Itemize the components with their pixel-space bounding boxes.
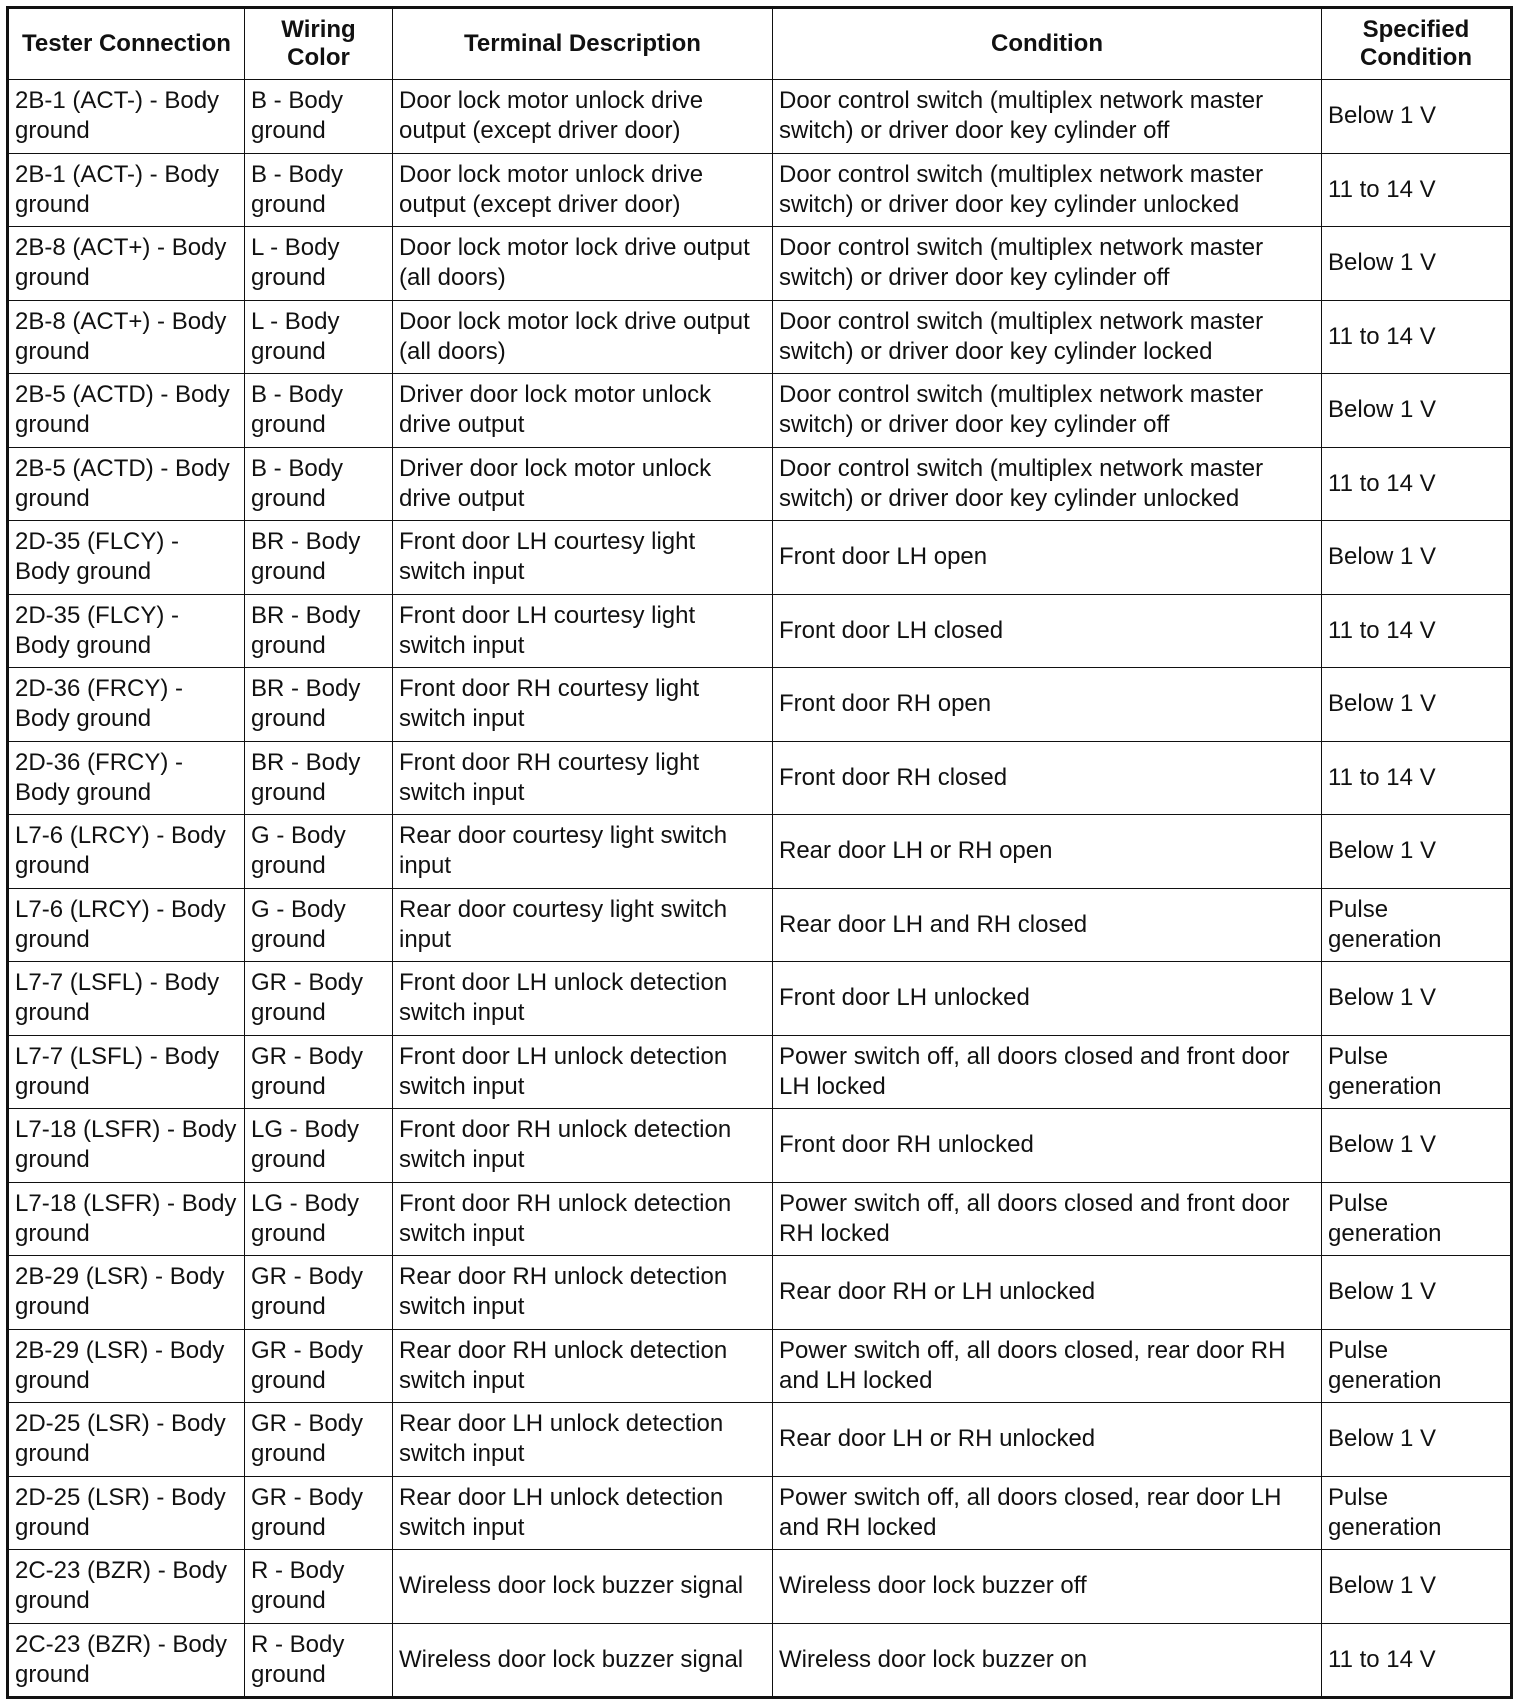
cell-terminal-description: Front door LH unlock detection switch input — [393, 1035, 773, 1109]
cell-terminal-description: Front door LH unlock detection switch input — [393, 962, 773, 1036]
cell-tester-connection: 2D-35 (FLCY) - Body ground — [8, 521, 245, 595]
cell-wiring-color: GR - Body ground — [245, 1329, 393, 1403]
table-row — [8, 1476, 1512, 1550]
cell-wiring-color: G - Body ground — [245, 815, 393, 889]
cell-condition: Power switch off, all doors closed and front door RH locked — [773, 1182, 1322, 1256]
cell-condition: Power switch off, all doors closed, rear door LH and RH locked — [773, 1476, 1322, 1550]
cell-wiring-color: L - Body ground — [245, 227, 393, 301]
table-row — [8, 1403, 1512, 1477]
cell-wiring-color: BR - Body ground — [245, 594, 393, 668]
cell-specified-condition: 11 to 14 V — [1322, 1623, 1512, 1698]
cell-terminal-description: Rear door courtesy light switch input — [393, 888, 773, 962]
cell-terminal-description: Front door RH courtesy light switch input — [393, 741, 773, 815]
cell-terminal-description: Rear door LH unlock detection switch input — [393, 1403, 773, 1477]
cell-tester-connection: 2B-5 (ACTD) - Body ground — [8, 447, 245, 521]
cell-tester-connection: 2C-23 (BZR) - Body ground — [8, 1550, 245, 1624]
cell-condition: Rear door LH or RH open — [773, 815, 1322, 889]
cell-tester-connection: 2B-5 (ACTD) - Body ground — [8, 374, 245, 448]
table-body — [8, 80, 1512, 1698]
header-terminal-description: Terminal Description — [393, 8, 773, 80]
cell-condition: Wireless door lock buzzer off — [773, 1550, 1322, 1624]
terminal-check-table — [6, 6, 1513, 1699]
cell-terminal-description: Driver door lock motor unlock drive output — [393, 447, 773, 521]
header-wiring-color: Wiring Color — [245, 8, 393, 80]
table-row — [8, 1329, 1512, 1403]
cell-tester-connection: 2B-8 (ACT+) - Body ground — [8, 227, 245, 301]
cell-tester-connection: L7-18 (LSFR) - Body ground — [8, 1182, 245, 1256]
cell-tester-connection: 2D-36 (FRCY) - Body ground — [8, 741, 245, 815]
table-row — [8, 1256, 1512, 1330]
cell-tester-connection: 2D-35 (FLCY) - Body ground — [8, 594, 245, 668]
table-row — [8, 594, 1512, 668]
cell-wiring-color: GR - Body ground — [245, 1403, 393, 1477]
cell-terminal-description: Rear door RH unlock detection switch input — [393, 1329, 773, 1403]
cell-terminal-description: Rear door RH unlock detection switch input — [393, 1256, 773, 1330]
cell-wiring-color: LG - Body ground — [245, 1109, 393, 1183]
cell-condition: Front door RH open — [773, 668, 1322, 742]
table-row — [8, 300, 1512, 374]
table-row — [8, 888, 1512, 962]
cell-condition: Door control switch (multiplex network master switch) or driver door key cylinder locked — [773, 300, 1322, 374]
cell-specified-condition: 11 to 14 V — [1322, 741, 1512, 815]
cell-tester-connection: 2B-1 (ACT-) - Body ground — [8, 153, 245, 227]
table-row — [8, 521, 1512, 595]
cell-specified-condition: Below 1 V — [1322, 962, 1512, 1036]
table-row — [8, 1182, 1512, 1256]
cell-condition: Power switch off, all doors closed and front door LH locked — [773, 1035, 1322, 1109]
cell-specified-condition: Below 1 V — [1322, 1403, 1512, 1477]
cell-specified-condition: Pulse generation — [1322, 1329, 1512, 1403]
cell-condition: Rear door LH and RH closed — [773, 888, 1322, 962]
terminal-check-table-container — [6, 6, 1513, 1699]
cell-specified-condition: Below 1 V — [1322, 80, 1512, 154]
cell-wiring-color: R - Body ground — [245, 1550, 393, 1624]
cell-terminal-description: Front door RH unlock detection switch input — [393, 1182, 773, 1256]
cell-tester-connection: L7-7 (LSFL) - Body ground — [8, 962, 245, 1036]
table-header — [8, 8, 1512, 80]
cell-wiring-color: R - Body ground — [245, 1623, 393, 1698]
cell-terminal-description: Door lock motor unlock drive output (except driver door) — [393, 80, 773, 154]
cell-condition: Door control switch (multiplex network master switch) or driver door key cylinder unlocked — [773, 447, 1322, 521]
cell-terminal-description: Rear door courtesy light switch input — [393, 815, 773, 889]
cell-wiring-color: BR - Body ground — [245, 741, 393, 815]
cell-wiring-color: GR - Body ground — [245, 1476, 393, 1550]
cell-wiring-color: BR - Body ground — [245, 521, 393, 595]
cell-wiring-color: GR - Body ground — [245, 1256, 393, 1330]
cell-wiring-color: G - Body ground — [245, 888, 393, 962]
cell-tester-connection: 2D-25 (LSR) - Body ground — [8, 1403, 245, 1477]
cell-terminal-description: Front door LH courtesy light switch input — [393, 594, 773, 668]
cell-specified-condition: Below 1 V — [1322, 815, 1512, 889]
cell-tester-connection: L7-6 (LRCY) - Body ground — [8, 815, 245, 889]
cell-tester-connection: 2B-8 (ACT+) - Body ground — [8, 300, 245, 374]
cell-wiring-color: BR - Body ground — [245, 668, 393, 742]
cell-condition: Rear door LH or RH unlocked — [773, 1403, 1322, 1477]
cell-wiring-color: B - Body ground — [245, 153, 393, 227]
cell-specified-condition: Pulse generation — [1322, 1182, 1512, 1256]
cell-specified-condition: Below 1 V — [1322, 374, 1512, 448]
table-row — [8, 962, 1512, 1036]
table-row — [8, 374, 1512, 448]
cell-tester-connection: 2D-36 (FRCY) - Body ground — [8, 668, 245, 742]
table-row — [8, 153, 1512, 227]
cell-condition: Front door LH closed — [773, 594, 1322, 668]
cell-specified-condition: Below 1 V — [1322, 227, 1512, 301]
cell-terminal-description: Front door RH courtesy light switch input — [393, 668, 773, 742]
header-tester-connection: Tester Connection — [8, 8, 245, 80]
cell-specified-condition: Below 1 V — [1322, 521, 1512, 595]
cell-specified-condition: Below 1 V — [1322, 1256, 1512, 1330]
cell-condition: Wireless door lock buzzer on — [773, 1623, 1322, 1698]
cell-specified-condition: 11 to 14 V — [1322, 153, 1512, 227]
table-row — [8, 1623, 1512, 1698]
cell-specified-condition: Pulse generation — [1322, 888, 1512, 962]
cell-wiring-color: L - Body ground — [245, 300, 393, 374]
header-row — [8, 8, 1512, 80]
cell-condition: Door control switch (multiplex network master switch) or driver door key cylinder off — [773, 374, 1322, 448]
cell-condition: Front door RH closed — [773, 741, 1322, 815]
table-row — [8, 741, 1512, 815]
table-row — [8, 1035, 1512, 1109]
cell-terminal-description: Door lock motor lock drive output (all doors) — [393, 227, 773, 301]
header-condition: Condition — [773, 8, 1322, 80]
cell-tester-connection: 2B-29 (LSR) - Body ground — [8, 1329, 245, 1403]
cell-terminal-description: Driver door lock motor unlock drive output — [393, 374, 773, 448]
cell-condition: Front door RH unlocked — [773, 1109, 1322, 1183]
cell-wiring-color: B - Body ground — [245, 374, 393, 448]
cell-tester-connection: 2B-29 (LSR) - Body ground — [8, 1256, 245, 1330]
cell-specified-condition: 11 to 14 V — [1322, 447, 1512, 521]
cell-tester-connection: L7-18 (LSFR) - Body ground — [8, 1109, 245, 1183]
table-row — [8, 1109, 1512, 1183]
cell-specified-condition: Below 1 V — [1322, 1550, 1512, 1624]
cell-condition: Door control switch (multiplex network master switch) or driver door key cylinder unlocked — [773, 153, 1322, 227]
cell-wiring-color: GR - Body ground — [245, 962, 393, 1036]
cell-specified-condition: Pulse generation — [1322, 1476, 1512, 1550]
cell-condition: Power switch off, all doors closed, rear door RH and LH locked — [773, 1329, 1322, 1403]
cell-specified-condition: Below 1 V — [1322, 668, 1512, 742]
cell-tester-connection: 2C-23 (BZR) - Body ground — [8, 1623, 245, 1698]
cell-wiring-color: B - Body ground — [245, 447, 393, 521]
cell-condition: Front door LH open — [773, 521, 1322, 595]
cell-wiring-color: B - Body ground — [245, 80, 393, 154]
cell-condition: Door control switch (multiplex network master switch) or driver door key cylinder off — [773, 80, 1322, 154]
cell-wiring-color: GR - Body ground — [245, 1035, 393, 1109]
table-row — [8, 227, 1512, 301]
cell-specified-condition: 11 to 14 V — [1322, 300, 1512, 374]
cell-terminal-description: Wireless door lock buzzer signal — [393, 1623, 773, 1698]
cell-tester-connection: 2B-1 (ACT-) - Body ground — [8, 80, 245, 154]
cell-terminal-description: Rear door LH unlock detection switch input — [393, 1476, 773, 1550]
table-row — [8, 815, 1512, 889]
header-specified-condition: Specified Condition — [1322, 8, 1512, 80]
table-row — [8, 447, 1512, 521]
cell-condition: Rear door RH or LH unlocked — [773, 1256, 1322, 1330]
cell-specified-condition: 11 to 14 V — [1322, 594, 1512, 668]
table-row — [8, 1550, 1512, 1624]
cell-condition: Door control switch (multiplex network master switch) or driver door key cylinder off — [773, 227, 1322, 301]
cell-wiring-color: LG - Body ground — [245, 1182, 393, 1256]
cell-tester-connection: L7-7 (LSFL) - Body ground — [8, 1035, 245, 1109]
cell-specified-condition: Pulse generation — [1322, 1035, 1512, 1109]
table-row — [8, 80, 1512, 154]
table-row — [8, 668, 1512, 742]
cell-specified-condition: Below 1 V — [1322, 1109, 1512, 1183]
cell-terminal-description: Door lock motor lock drive output (all doors) — [393, 300, 773, 374]
cell-terminal-description: Front door LH courtesy light switch input — [393, 521, 773, 595]
cell-tester-connection: 2D-25 (LSR) - Body ground — [8, 1476, 245, 1550]
cell-condition: Front door LH unlocked — [773, 962, 1322, 1036]
cell-terminal-description: Front door RH unlock detection switch input — [393, 1109, 773, 1183]
cell-terminal-description: Door lock motor unlock drive output (except driver door) — [393, 153, 773, 227]
cell-tester-connection: L7-6 (LRCY) - Body ground — [8, 888, 245, 962]
cell-terminal-description: Wireless door lock buzzer signal — [393, 1550, 773, 1624]
